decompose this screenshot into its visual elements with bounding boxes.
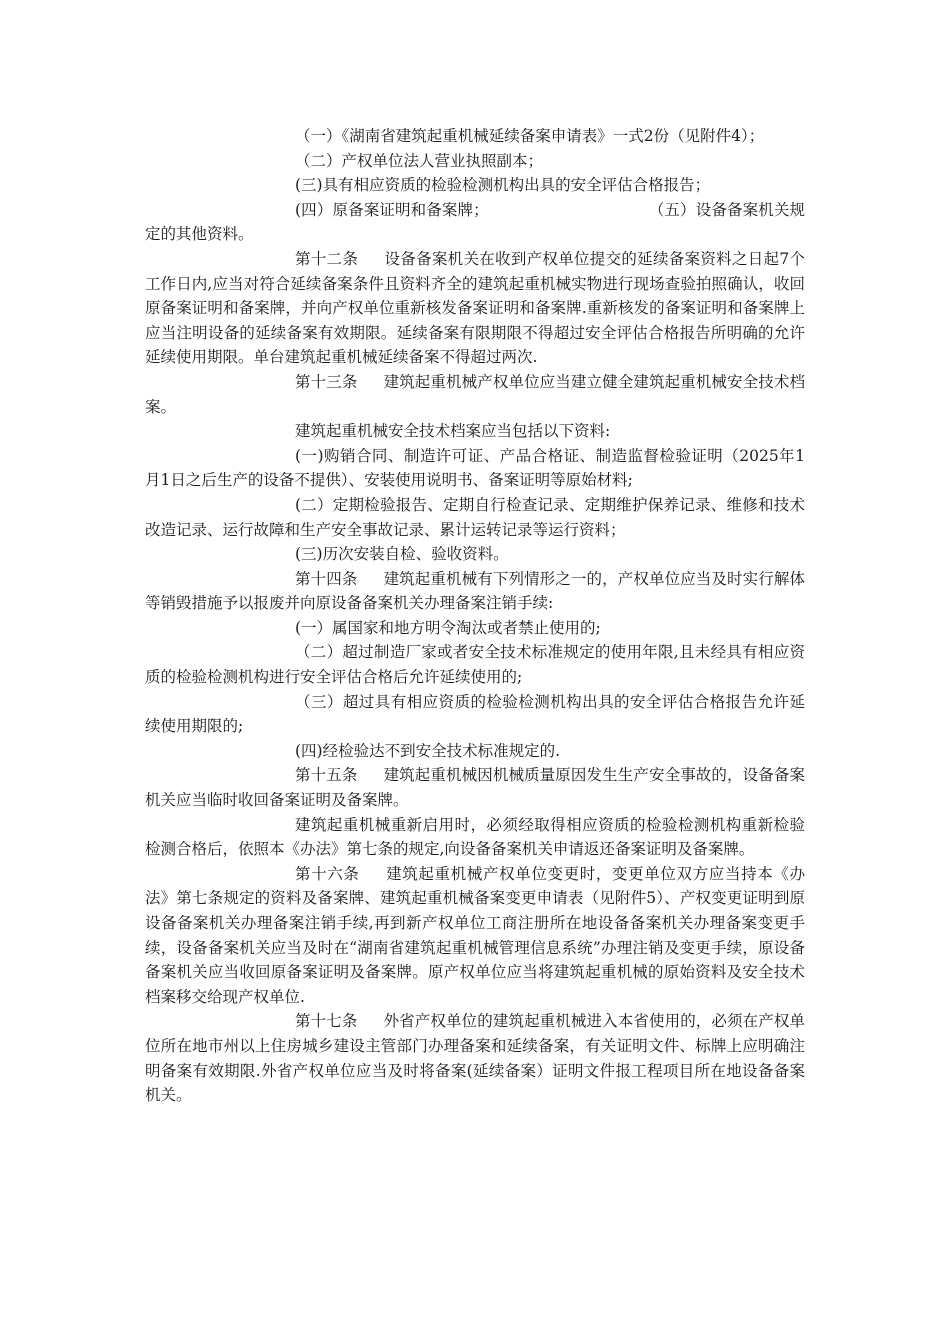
article-title: 第十七条 — [295, 1012, 358, 1031]
list-item: （二）产权单位法人营业执照副本； — [295, 151, 544, 170]
article-16 — [145, 862, 805, 1010]
article-text: 建筑起重机械产权单位变更时，变更单位双方应当持本《办法》第七条规定的资料及备案牌、建筑起重机械备案变更申请表（见附件5）、产权变更证明到原设备备案机关办理备案注销手续,再到新产权单位工商注册所在地设备备案机关办理备案变更手续，设备备案机关应当及时在“湖南省建筑起重机械管理信息系统”办理注销及变更手续，原设备备案机关应当收回原备案证明及备案牌。原产权单位应当将建筑起重机械的原始资料及安全技术档案移交给现产权单位. — [145, 864, 805, 1006]
paragraph — [145, 173, 805, 198]
article-text: 建筑起重机械产权单位应当建立健全建筑起重机械安全技术档案。 — [145, 372, 805, 416]
article-text: 建筑起重机械因机械质量原因发生生产安全事故的，设备备案机关应当临时收回备案证明及备案牌。 — [145, 766, 805, 810]
paragraph — [145, 616, 805, 641]
article-title: 第十五条 — [295, 766, 358, 785]
paragraph — [145, 149, 805, 174]
paragraph — [145, 124, 805, 149]
article-13 — [145, 370, 805, 419]
list-item: (四）原备案证明和备案牌； — [295, 200, 489, 219]
article-text: 外省产权单位的建筑起重机械进入本省使用的，必须在产权单位所在地市州以上住房城乡建设主管部门办理备案和延续备案，有关证明文件、标牌上应明确注明备案有效期限.外省产权单位应当及时将备案(延续备案）证明文件报工程项目所在地设备备案机关。 — [145, 1012, 805, 1105]
article-title: 第十六条 — [295, 864, 360, 883]
paragraph — [145, 444, 805, 493]
list-item: (一)购销合同、制造许可证、产品合格证、制造监督检验证明（2025年1月1日之后生产的设备不提供）、安装使用说明书、备案证明等原始材料; — [145, 446, 805, 490]
paragraph — [145, 198, 805, 247]
paragraph — [145, 640, 805, 689]
list-item: (三)历次安装自检、验收资料。 — [295, 545, 509, 564]
article-text: 建筑起重机械有下列情形之一的，产权单位应当及时实行解体等销毁措施予以报废并向原设备备案机关办理备案注销手续: — [145, 569, 805, 613]
paragraph — [145, 690, 805, 739]
paragraph — [145, 419, 805, 444]
article-17 — [145, 1009, 805, 1107]
article-12 — [145, 247, 805, 370]
article-14 — [145, 567, 805, 616]
paragraph-text: 建筑起重机械重新启用时，必须经取得相应资质的检验检测机构重新检验检测合格后，依照本《办法》第七条的规定,向设备备案机关申请返还备案证明及备案牌。 — [145, 815, 805, 859]
article-title: 第十四条 — [295, 569, 358, 588]
list-item: （三）超过具有相应资质的检验检测机构出具的安全评估合格报告允许延续使用期限的; — [145, 692, 805, 736]
list-item: （五）设备备案机关规定的其他资料。 — [145, 200, 805, 244]
list-item: （二）超过制造厂家或者安全技术标准规定的使用年限,且未经具有相应资质的检验检测机构进行安全评估合格后允许延续使用的; — [145, 643, 805, 687]
paragraph — [145, 493, 805, 542]
paragraph — [145, 739, 805, 764]
article-15 — [145, 763, 805, 812]
list-item: (三)具有相应资质的检验检测机构出具的安全评估合格报告； — [295, 176, 711, 195]
list-item: (四)经检验达不到安全技术标准规定的. — [295, 741, 561, 760]
document-body — [145, 124, 805, 1108]
paragraph — [145, 813, 805, 862]
list-item: (一）属国家和地方明令淘汰或者禁止使用的; — [295, 618, 601, 637]
paragraph-text: 建筑起重机械安全技术档案应当包括以下资料: — [295, 422, 611, 441]
article-title: 第十三条 — [295, 372, 358, 391]
list-item: （一）《湖南省建筑起重机械延续备案申请表》一式2份（见附件4）； — [295, 127, 765, 145]
article-text: 设备备案机关在收到产权单位提交的延续备案资料之日起7个工作日内,应当对符合延续备案条件且资料齐全的建筑起重机械实物进行现场查验拍照确认，收回原备案证明和备案牌，并向产权单位重新核发备案证明和备案牌.重新核发的备案证明和备案牌上应当注明设备的延续备案有效期限。延续备案有限期限不得超过安全评估合格报告所明确的允许延续使用期限。单台建筑起重机械延续备案不得超过两次. — [145, 249, 805, 367]
paragraph — [145, 542, 805, 567]
article-title: 第十二条 — [295, 249, 359, 268]
list-item: (二）定期检验报告、定期自行检查记录、定期维护保养记录、维修和技术改造记录、运行故障和生产安全事故记录、累计运转记录等运行资料； — [145, 495, 805, 539]
